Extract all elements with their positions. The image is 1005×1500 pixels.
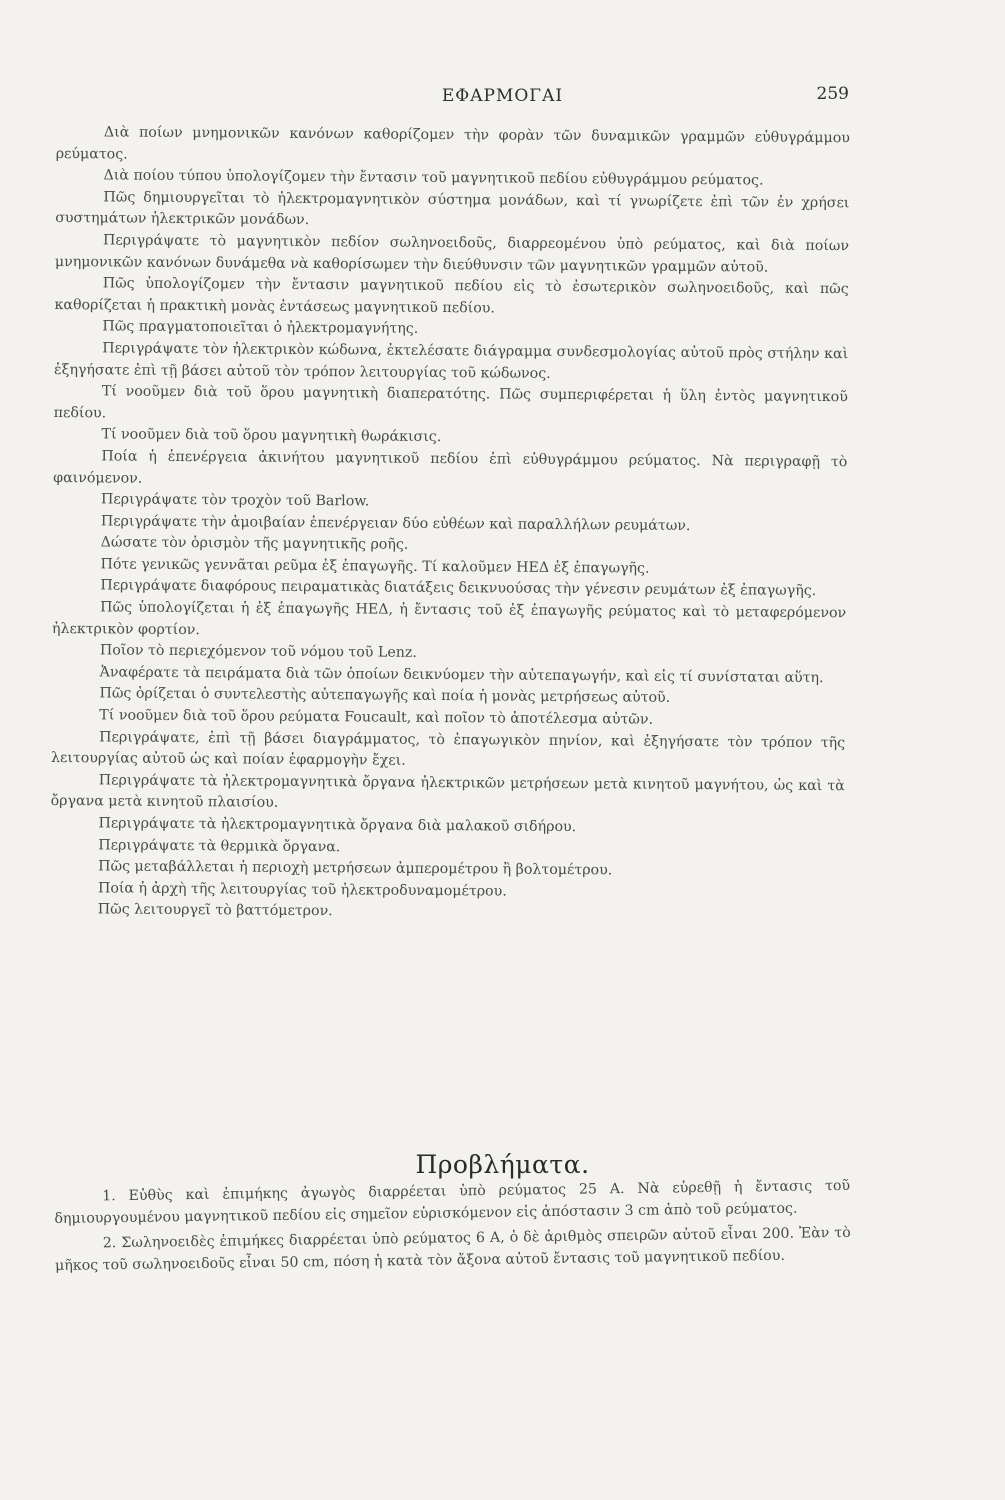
question-item: Πῶς μεταβάλλεται ἡ περιοχὴ μετρήσεων ἀμπερομέτρου ἢ βολτομέτρου.: [98, 858, 613, 879]
question-item: Ποία ἡ ἐπενέργεια ἀκινήτου μαγνητικοῦ πεδίου ἐπὶ εὐθυγράμμου ρεύματος. Νὰ περιγραφῇ τὸ φαινόμενον.: [53, 448, 848, 487]
question-item: Πῶς ὑπολογίζεται ἡ ἐξ ἐπαγωγῆς ΗΕΔ, ἡ ἔντασις τοῦ ἐξ ἐπαγωγῆς ρεύματος καὶ τὸ μεταφερόμενον ἠλεκτρικὸν φορτίον.: [51, 599, 847, 638]
question-item: Διὰ ποίου τύπου ὑπολογίζομεν τὴν ἔντασιν τοῦ μαγνητικοῦ πεδίου εὐθυγράμμου ρεύματος.: [103, 167, 764, 189]
problem-item: 2. Σωληνοειδὲς ἐπιμήκες διαρρέεται ὑπὸ ρεύματος 6 Α, ὁ δὲ ἀριθμὸς σπειρῶν αὐτοῦ εἶναι 200. Ἐὰν τὸ μῆκος τοῦ σωληνοειδοῦς εἶναι 50 cm, πόση ἡ κατὰ τὸν ἄξονα αὐτοῦ ἔντασις τοῦ μαγνητικοῦ πεδίου.: [55, 1224, 851, 1274]
question-item: Ἀναφέρατε τὰ πειράματα διὰ τῶν ὁποίων δεικνύομεν τὴν αὐτεπαγωγήν, καὶ εἰς τί συνίσταται αὕτη.: [99, 664, 824, 686]
question-item: Πῶς ὑπολογίζομεν τὴν ἔντασιν μαγνητικοῦ πεδίου εἰς τὸ ἐσωτερικὸν σωληνοειδοῦς, καὶ πῶς καθορίζεται ἡ πρακτικὴ μονὰς ἐντάσεως μαγνητικοῦ πεδίου.: [54, 275, 849, 317]
section-heading: Προβλήματα.: [415, 1150, 590, 1179]
question-item: Περιγράψατε τὰ θερμικὰ ὄργανα.: [98, 836, 341, 855]
question-item: Περιγράψατε τὴν ἀμοιβαίαν ἐπενέργειαν δύο εὐθέων καὶ παραλλήλων ρευμάτων.: [100, 513, 691, 534]
question-item: Ποία ἡ ἀρχὴ τῆς λειτουργίας τοῦ ἠλεκτροδυναμομέτρου.: [97, 880, 507, 900]
question-item: Πῶς πραγματοποιεῖται ὁ ἠλεκτρομαγνήτης.: [102, 318, 419, 338]
question-item: Πότε γενικῶς γεννᾶται ρεῦμα ἐξ ἐπαγωγῆς. Τί καλοῦμεν ΗΕΔ ἐξ ἐπαγωγῆς.: [100, 556, 650, 577]
running-title: ΕΦΑΡΜΟΓΑΙ: [441, 86, 564, 106]
question-item: Τί νοοῦμεν διὰ τοῦ ὅρου μαγνητικὴ διαπερατότης. Πῶς συμπεριφέρεται ἡ ὕλη ἐντὸς μαγνητικοῦ πεδίου.: [53, 383, 848, 422]
question-item: Διὰ ποίων μνημονικῶν κανόνων καθορίζομεν τὴν φορὰν τῶν δυναμικῶν γραμμῶν εὐθυγράμμου ρεύματος.: [55, 124, 850, 163]
question-item: Δώσατε τὸν ὁρισμὸν τῆς μαγνητικῆς ροῆς.: [100, 534, 409, 554]
question-item: Περιγράψατε τὰ ἠλεκτρομαγνητικὰ ὄργανα ἠλεκτρικῶν μετρήσεων μετὰ κινητοῦ μαγνήτου, ὡς καὶ τὰ ὄργανα μετὰ κινητοῦ πλαισίου.: [50, 772, 845, 812]
question-item: Περιγράψατε τὰ ἠλεκτρομαγνητικὰ ὄργανα διὰ μαλακοῦ σιδήρου.: [98, 815, 577, 836]
question-item: Τί νοοῦμεν διὰ τοῦ ὅρου ρεύματα Foucault, καὶ ποῖον τὸ ἀποτέλεσμα αὐτῶν.: [99, 707, 654, 728]
question-item: Περιγράψατε διαφόρους πειραματικὰς διατάξεις δεικνυούσας τὴν γένεσιν ρευμάτων ἐξ ἐπαγωγῆς.: [100, 577, 817, 600]
page-number: 259: [816, 84, 849, 104]
problems-list: [54, 1175, 851, 1280]
question-item: Περιγράψατε, ἐπὶ τῇ βάσει διαγράμματος, τὸ ἐπαγωγικὸν πηνίον, καὶ ἐξηγήσατε τὸν τρόπον τῆς λειτουργίας αὐτοῦ ὡς καὶ ποίαν ἐφαρμογὴν ἔχει.: [50, 728, 846, 769]
review-questions: [50, 122, 850, 927]
question-item: Πῶς λειτουργεῖ τὸ βαττόμετρον.: [97, 901, 333, 920]
question-item: Περιγράψατε τὸ μαγνητικὸν πεδίον σωληνοειδοῦς, διαρρεομένου ὑπὸ ρεύματος, καὶ διὰ ποίων μνημονικῶν κανόνων δυνάμεθα νὰ καθορίσωμεν τὴν διεύθυνσιν τῶν μαγνητικῶν γραμμῶν αὐτοῦ.: [54, 232, 850, 276]
question-item: Περιγράψατε τὸν τροχὸν τοῦ Barlow.: [100, 491, 370, 510]
question-item: Περιγράψατε τὸν ἠλεκτρικὸν κώδωνα, ἐκτελέσατε διάγραμμα συνδεσμολογίας αὐτοῦ πρὸς στήλην καὶ ἐξηγήσατε ἐπὶ τῇ βάσει αὐτοῦ τὸν τρόπον λειτουργίας τοῦ κώδωνος.: [53, 340, 849, 382]
question-item: Πῶς δημιουργεῖται τὸ ἠλεκτρομαγνητικὸν σύστημα μονάδων, καὶ τί γνωρίζετε ἐπὶ τῶν ἐν χρήσει συστημάτων ἠλεκτρικῶν μονάδων.: [55, 189, 850, 229]
question-item: Τί νοοῦμεν διὰ τοῦ ὅρου μαγνητικὴ θωράκισις.: [101, 426, 442, 446]
question-item: Ποῖον τὸ περιεχόμενον τοῦ νόμου τοῦ Lenz.: [99, 642, 417, 662]
problem-item: 1. Εὐθὺς καὶ ἐπιμήκης ἀγωγὸς διαρρέεται ὑπὸ ρεύματος 25 Α. Νὰ εὑρεθῇ ἡ ἔντασις τοῦ δημιουργουμένου μαγνητικοῦ πεδίου εἰς σημεῖον εὑρισκόμενον εἰς ἀπόστασιν 3 cm ἀπὸ τοῦ ρεύματος.: [54, 1177, 851, 1227]
question-item: Πῶς ὁρίζεται ὁ συντελεστὴς αὐτεπαγωγῆς καὶ ποία ἡ μονὰς μετρήσεως αὐτοῦ.: [99, 685, 671, 707]
